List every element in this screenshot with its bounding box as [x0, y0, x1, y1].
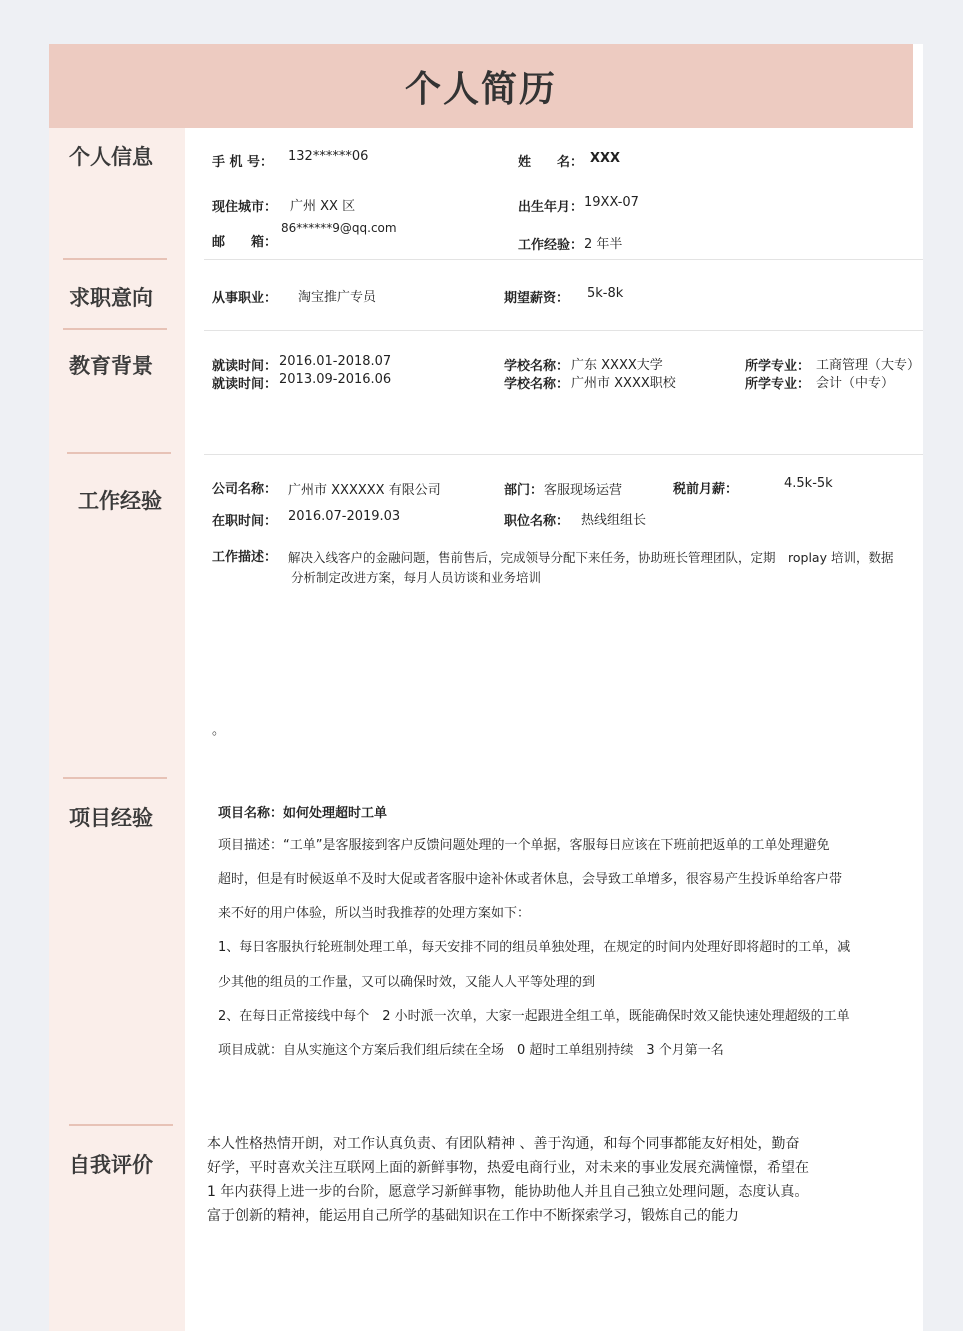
page-title: 个人简历 [404, 68, 557, 110]
divider-personal [204, 259, 923, 260]
expected-salary-value: 5k-8k [587, 286, 624, 301]
section-line-work [63, 777, 167, 779]
project-line-3: 来不好的用户体验，所以当时我推荐的处理方案如下： [218, 906, 531, 921]
exp-label: 工作经验： [518, 238, 584, 253]
project-line-7: 项目成就：自从实施这个方案后我们组后续在全场 0 超时工单组别持续 3 个月第一名 [218, 1043, 724, 1058]
company-value: 广州市 XXXXXX 有限公司 [288, 483, 441, 498]
company-label: 公司名称： [212, 482, 278, 497]
section-line-project [69, 1124, 173, 1126]
phone-label: 手 机 号： [212, 155, 274, 170]
resume-header [49, 44, 913, 128]
job-label: 从事职业： [212, 291, 278, 306]
project-line-4: 1、每日客服执行轮班制处理工单，每天安排不同的组员单独处理，在规定的时间内处理好即将超时的工单，减 [218, 940, 851, 955]
monthly-salary-value: 4.5k-5k [784, 476, 833, 491]
self-line-2: 好学，平时喜欢关注互联网上面的新鲜事物，热爱电商行业，对未来的事业发展充满憧憬，希望在 [207, 1160, 809, 1176]
edu2-school: 广州市 XXXX职校 [571, 376, 676, 391]
section-title-self: 自我评价 [69, 1153, 153, 1177]
edu1-time-label: 就读时间： [212, 359, 278, 374]
dept-value: 客服现场运营 [544, 483, 623, 498]
project-name-label: 项目名称： [218, 806, 284, 821]
self-line-3: 1 年内获得上进一步的台阶，愿意学习新鲜事物，能协助他人并且自己独立处理问题，态度认真。 [207, 1184, 809, 1200]
period-value: 2016.07-2019.03 [288, 509, 401, 524]
job-value: 淘宝推广专员 [298, 290, 377, 305]
dept-label: 部门： [504, 483, 544, 498]
edu2-time-label: 就读时间： [212, 377, 278, 392]
name-value: XXX [590, 151, 621, 166]
position-value: 热线组组长 [581, 513, 647, 528]
section-line-personal [63, 258, 167, 260]
resume-page [49, 44, 923, 1331]
exp-value: 2 年半 [584, 237, 623, 252]
period-label: 在职时间： [212, 514, 278, 529]
section-title-project: 项目经验 [69, 806, 153, 830]
edu1-school-label: 学校名称： [504, 359, 570, 374]
section-title-intent: 求职意向 [69, 286, 153, 310]
city-value: 广州 XX 区 [290, 199, 356, 214]
city-label: 现住城市： [212, 200, 278, 215]
birth-value: 19XX-07 [584, 195, 639, 210]
section-title-personal: 个人信息 [69, 145, 153, 169]
expected-salary-label: 期望薪资： [504, 291, 570, 306]
self-line-1: 本人性格热情开朗，对工作认真负责、有团队精神 、善于沟通，和每个同事都能友好相处，勤奋 [207, 1136, 800, 1152]
edu2-major-label: 所学专业： [745, 377, 811, 392]
name-label: 姓 名： [518, 155, 584, 170]
work-desc-line-1: 解决入线客户的金融问题，售前售后，完成领导分配下来任务，协助班长管理团队，定期 roplay 培训，数据 [288, 550, 894, 565]
edu2-school-label: 学校名称： [504, 377, 570, 392]
monthly-salary-label: 税前月薪： [673, 482, 739, 497]
project-line-6: 2、在每日正常接线中每个 2 小时派一次单，大家一起跟进全组工单，既能确保时效又能快速处理超级的工单 [218, 1009, 850, 1024]
work-desc-label: 工作描述： [212, 550, 278, 565]
project-name-value: 如何处理超时工单 [283, 806, 388, 821]
edu1-major: 工商管理（大专） [816, 358, 921, 373]
edu2-time: 2013.09-2016.06 [279, 372, 392, 387]
edu2-major: 会计（中专） [816, 376, 895, 391]
email-label: 邮 箱： [212, 235, 278, 250]
divider-intent [204, 330, 923, 331]
birth-label: 出生年月： [518, 200, 584, 215]
project-line-1: 项目描述：“工单”是客服接到客户反馈问题处理的一个单据，客服每日应该在下班前把返单的工单处理避免 [218, 838, 830, 853]
work-dot: 。 [212, 723, 226, 738]
phone-value: 132******06 [288, 149, 369, 164]
edu1-major-label: 所学专业： [745, 359, 811, 374]
section-title-education: 教育背景 [69, 354, 153, 378]
section-title-work: 工作经验 [78, 489, 162, 513]
section-line-intent [63, 328, 167, 330]
work-desc-line-2: 分析制定改进方案，每月人员访谈和业务培训 [291, 570, 542, 585]
edu1-time: 2016.01-2018.07 [279, 354, 392, 369]
self-line-4: 富于创新的精神，能运用自己所学的基础知识在工作中不断探索学习，锻炼自己的能力 [207, 1208, 739, 1224]
project-line-5: 少其他的组员的工作量，又可以确保时效，又能人人平等处理的到 [218, 975, 596, 990]
email-value: 86******9@qq.com [281, 221, 397, 235]
edu1-school: 广东 XXXX大学 [571, 358, 663, 373]
position-label: 职位名称： [504, 514, 570, 529]
divider-education [204, 454, 923, 455]
project-line-2: 超时，但是有时候返单不及时大促或者客服中途补休或者休息，会导致工单增多，很容易产生投诉单给客户带 [218, 872, 843, 887]
section-line-education [67, 452, 171, 454]
